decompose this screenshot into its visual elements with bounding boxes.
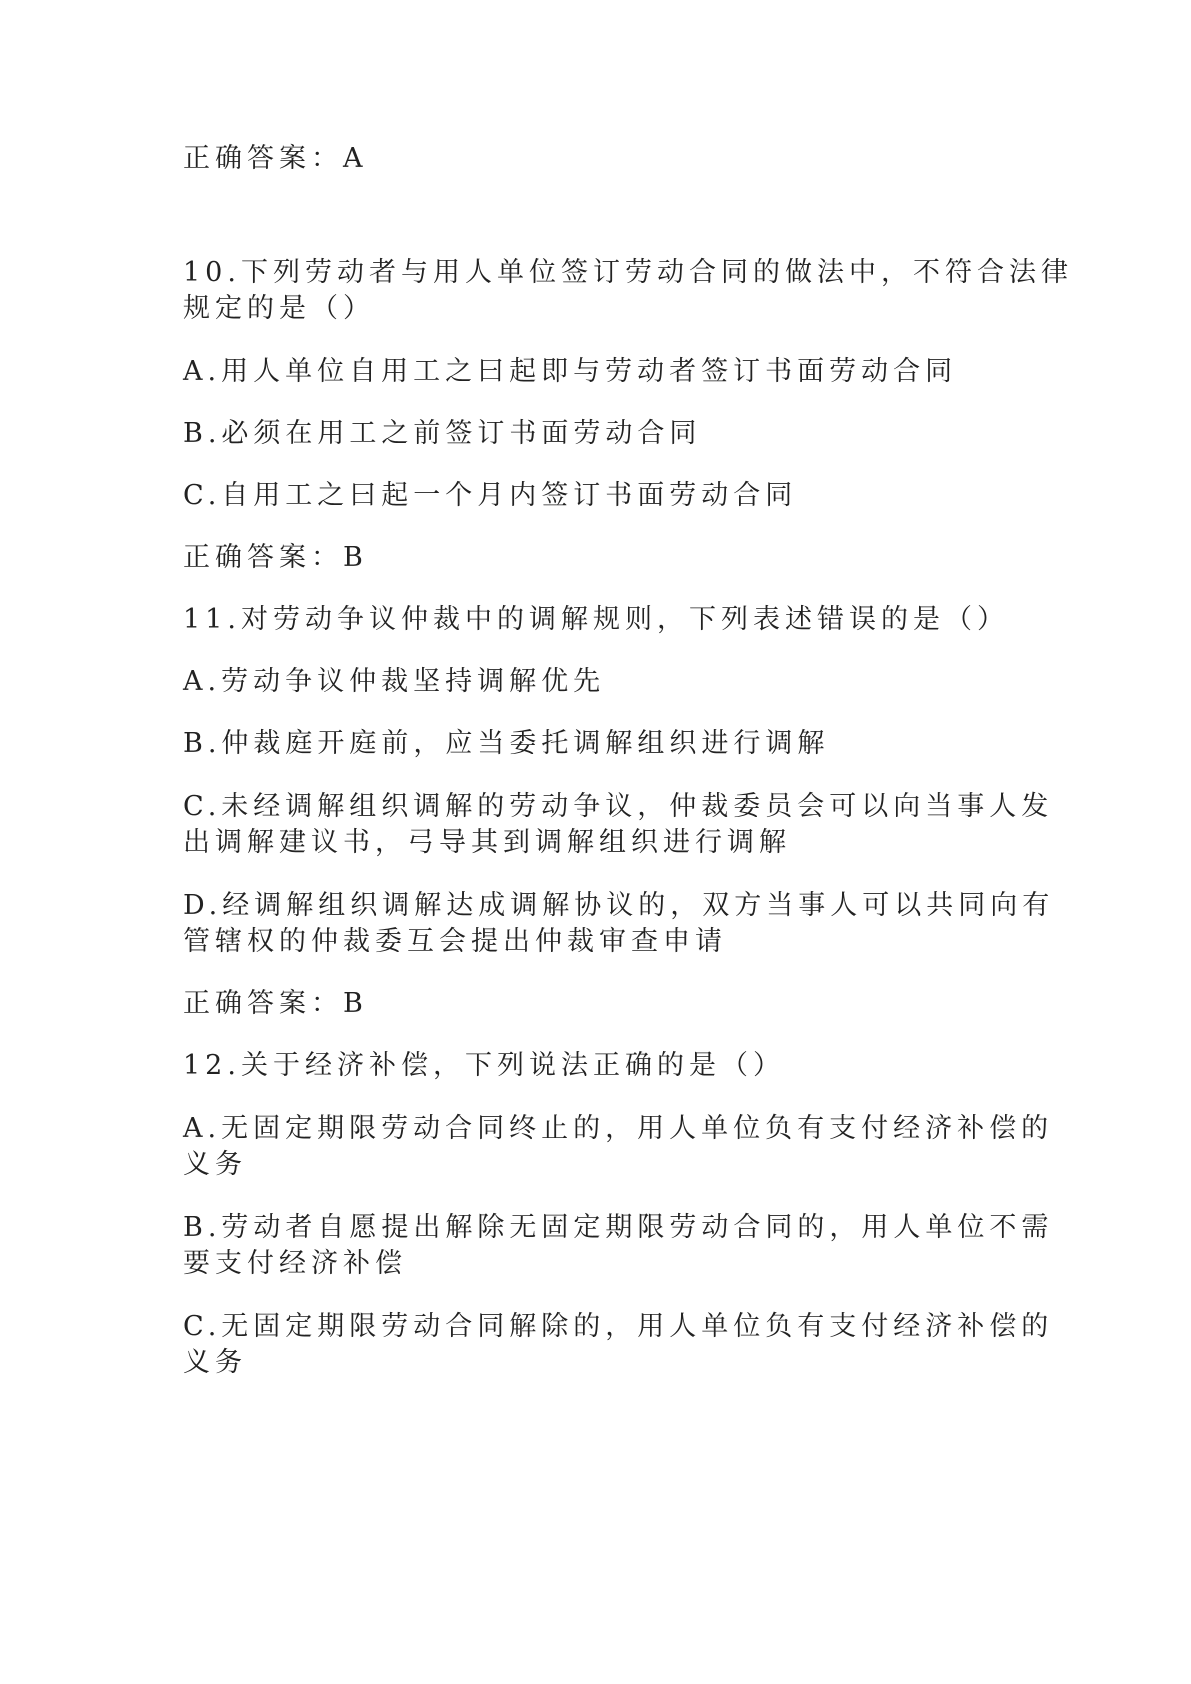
question-11-option-d-line-2: 管辖权的仲裁委互会提出仲裁审查申请	[183, 926, 727, 957]
question-12-option-c-line-2: 义务	[183, 1347, 247, 1378]
question-10-option-a: A.用人单位自用工之曰起即与劳动者签订书面劳动合同	[183, 356, 958, 387]
question-10-option-c: C.自用工之曰起一个月内签订书面劳动合同	[183, 480, 798, 511]
question-12-stem: 12.关于经济补偿，下列说法正确的是（）	[183, 1050, 785, 1081]
question-10-stem-line-2: 规定的是（）	[183, 293, 375, 324]
question-11-option-a: A.劳动争议仲裁坚持调解优先	[183, 666, 606, 697]
question-11-option-c-line-1: C.未经调解组织调解的劳动争议，仲裁委员会可以向当事人发	[183, 791, 1054, 822]
question-12-option-a-line-2: 义务	[183, 1149, 247, 1180]
question-10-answer: 正确答案：B	[183, 542, 368, 573]
question-11-option-c-line-2: 出调解建议书，弓导其到调解组织进行调解	[183, 827, 791, 858]
question-12-option-b-line-2: 要支付经济补偿	[183, 1248, 407, 1279]
question-11-answer: 正确答案：B	[183, 988, 368, 1019]
question-12-option-b-line-1: B.劳动者自愿提出解除无固定期限劳动合同的，用人单位不需	[183, 1212, 1054, 1243]
document-page	[183, 0, 1073, 1684]
question-12-option-a-line-1: A.无固定期限劳动合同终止的，用人单位负有支付经济补偿的	[183, 1113, 1054, 1144]
previous-answer: 正确答案：A	[183, 143, 368, 174]
question-11-option-b: B.仲裁庭开庭前，应当委托调解组织进行调解	[183, 728, 830, 759]
question-10-stem-line-1: 10.下列劳动者与用人单位签订劳动合同的做法中，不符合法律	[183, 257, 1073, 288]
question-12-option-c-line-1: C.无固定期限劳动合同解除的，用人单位负有支付经济补偿的	[183, 1311, 1054, 1342]
question-11-stem: 11.对劳动争议仲裁中的调解规则，下列表述错误的是（）	[183, 604, 1009, 635]
question-10-option-b: B.必须在用工之前签订书面劳动合同	[183, 418, 702, 449]
question-11-option-d-line-1: D.经调解组织调解达成调解协议的，双方当事人可以共同向有	[183, 890, 1055, 921]
